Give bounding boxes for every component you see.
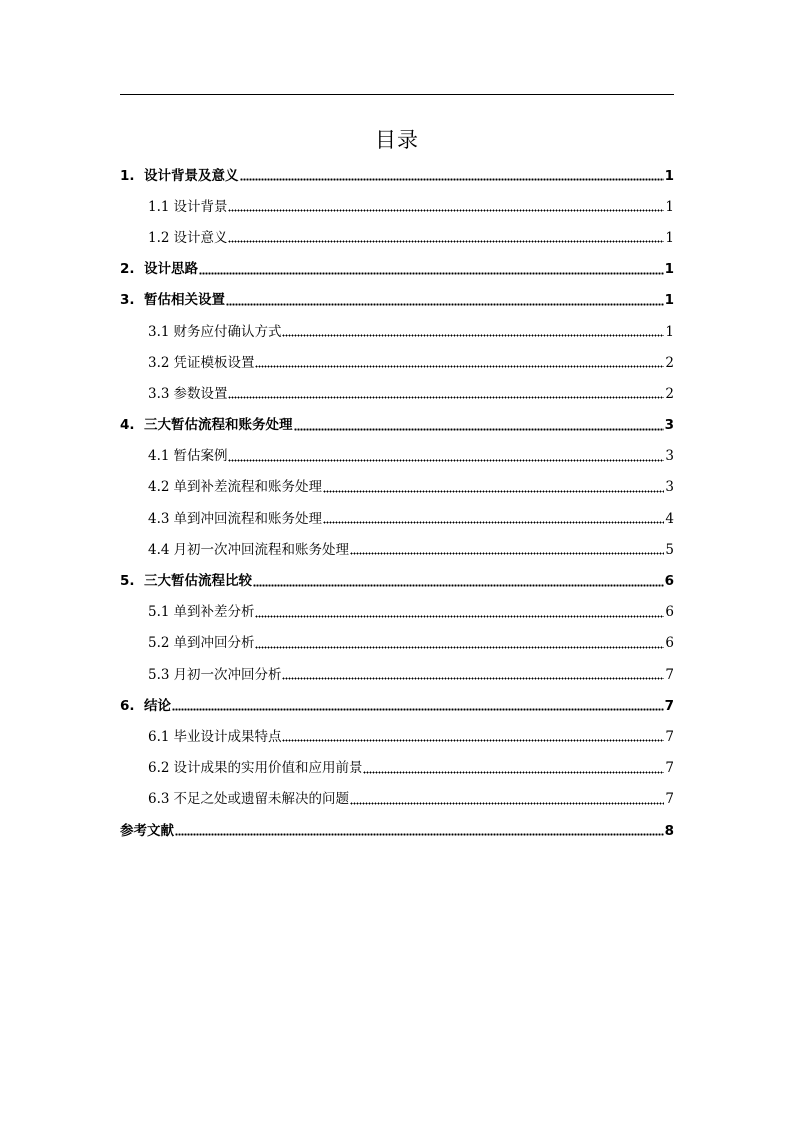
toc-page-number: 6 [665, 635, 674, 652]
toc-entry-number: 3.2 [148, 354, 170, 371]
toc-entry-number: 5.1 [148, 604, 170, 621]
toc-dot-leader [255, 645, 664, 649]
toc-dot-leader [255, 614, 664, 618]
toc-page-number: 7 [664, 697, 674, 714]
toc-dot-leader [228, 396, 664, 400]
toc-entry-label: 暂估相关设置 [144, 292, 225, 309]
toc-chapter-entry[interactable] [120, 815, 674, 846]
toc-entry-label: 三大暂估流程和账务处理 [144, 417, 293, 434]
toc-page-number: 6 [664, 573, 674, 590]
toc-page-number: 7 [665, 760, 674, 777]
toc-entry-number: 5. [120, 573, 135, 590]
toc-section-entry[interactable] [120, 191, 674, 222]
toc-entry-number: 5.2 [148, 635, 170, 652]
toc-dot-leader [226, 302, 664, 306]
toc-entry-number: 4. [120, 417, 135, 434]
toc-entry-number: 5.3 [148, 666, 170, 683]
toc-page-number: 3 [664, 417, 674, 434]
toc-entry-label: 单到补差分析 [173, 604, 255, 621]
toc-dot-leader [228, 209, 664, 213]
toc-page-number: 1 [665, 229, 674, 246]
toc-entry-label: 月初一次冲回流程和账务处理 [173, 541, 349, 558]
toc-page-number: 4 [665, 510, 674, 527]
toc-page-number: 3 [665, 479, 674, 496]
toc-entry-number: 6. [120, 697, 135, 714]
toc-page-number: 6 [665, 604, 674, 621]
toc-entry-label: 单到补差流程和账务处理 [173, 479, 322, 496]
toc-section-entry[interactable] [120, 503, 674, 534]
toc-entry-number: 6.2 [148, 760, 170, 777]
toc-page-number: 1 [664, 167, 674, 184]
toc-title: 目录 [375, 128, 419, 152]
toc-section-entry[interactable] [120, 316, 674, 347]
toc-section-entry[interactable] [120, 222, 674, 253]
toc-dot-leader [253, 583, 664, 587]
toc-section-entry[interactable] [120, 628, 674, 659]
toc-dot-leader [282, 739, 664, 743]
toc-section-entry[interactable] [120, 659, 674, 690]
toc-dot-leader [282, 334, 664, 338]
toc-entry-number: 4.3 [148, 510, 170, 527]
toc-section-entry[interactable] [120, 597, 674, 628]
toc-entry-label: 设计成果的实用价值和应用前景 [173, 760, 363, 777]
toc-entry-label: 设计意义 [173, 229, 228, 246]
toc-entry-number: 3.1 [148, 323, 170, 340]
toc-entry-label: 参数设置 [173, 385, 228, 402]
toc-entry-label: 结论 [144, 697, 171, 714]
toc-page-number: 7 [665, 728, 674, 745]
toc-entry-number: 4.4 [148, 541, 170, 558]
toc-entry-label: 凭证模板设置 [173, 354, 255, 371]
toc-entry-label: 设计思路 [144, 261, 198, 278]
toc-entry-number: 3.3 [148, 385, 170, 402]
toc-page-number: 8 [664, 822, 674, 839]
toc-dot-leader [350, 552, 664, 556]
toc-section-entry[interactable] [120, 347, 674, 378]
toc-dot-leader [323, 521, 664, 525]
toc-section-entry[interactable] [120, 378, 674, 409]
toc-entry-number: 1.1 [148, 198, 170, 215]
toc-entry-number: 4.2 [148, 479, 170, 496]
toc-section-entry[interactable] [120, 721, 674, 752]
toc-section-entry[interactable] [120, 472, 674, 503]
toc-page-number: 1 [664, 292, 674, 309]
toc-entry-label: 设计背景及意义 [144, 167, 239, 184]
toc-dot-leader [294, 427, 664, 431]
toc-dot-leader [255, 365, 664, 369]
table-of-contents [120, 160, 674, 846]
toc-dot-leader [350, 801, 664, 805]
toc-page-number: 3 [665, 448, 674, 465]
toc-entry-label: 不足之处或遗留未解决的问题 [173, 791, 349, 808]
toc-entry-number: 4.1 [148, 448, 170, 465]
toc-page-number: 2 [665, 354, 674, 371]
toc-page-number: 1 [664, 261, 674, 278]
toc-entry-number: 3. [120, 292, 135, 309]
toc-entry-label: 毕业设计成果特点 [173, 728, 282, 745]
toc-entry-label: 暂估案例 [173, 448, 228, 465]
toc-dot-leader [175, 833, 664, 837]
toc-section-entry[interactable] [120, 784, 674, 815]
toc-page-number: 1 [665, 323, 674, 340]
toc-entry-number: 6.3 [148, 791, 170, 808]
toc-dot-leader [228, 458, 664, 462]
toc-page-number: 5 [665, 541, 674, 558]
toc-dot-leader [240, 178, 664, 182]
toc-entry-number: 1. [120, 167, 135, 184]
toc-page-number: 7 [665, 791, 674, 808]
toc-chapter-entry[interactable] [120, 690, 674, 721]
toc-dot-leader [363, 770, 664, 774]
toc-entry-number: 1.2 [148, 229, 170, 246]
toc-page-number: 7 [665, 666, 674, 683]
toc-entry-label: 单到冲回分析 [173, 635, 255, 652]
toc-chapter-entry[interactable] [120, 285, 674, 316]
toc-entry-number: 2. [120, 261, 135, 278]
toc-chapter-entry[interactable] [120, 410, 674, 441]
toc-entry-label: 三大暂估流程比较 [144, 573, 252, 590]
toc-entry-label: 财务应付确认方式 [173, 323, 282, 340]
header-rule [120, 94, 674, 95]
toc-page-number: 2 [665, 385, 674, 402]
toc-entry-label: 参考文献 [120, 822, 174, 839]
toc-section-entry[interactable] [120, 441, 674, 472]
toc-page-number: 1 [665, 198, 674, 215]
toc-dot-leader [199, 271, 664, 275]
toc-chapter-entry[interactable] [120, 160, 674, 191]
toc-chapter-entry[interactable] [120, 565, 674, 596]
toc-section-entry[interactable] [120, 534, 674, 565]
toc-entry-label: 月初一次冲回分析 [173, 666, 282, 683]
toc-dot-leader [172, 708, 664, 712]
toc-dot-leader [323, 489, 664, 493]
toc-dot-leader [228, 240, 664, 244]
toc-entry-label: 单到冲回流程和账务处理 [173, 510, 322, 527]
toc-dot-leader [282, 677, 664, 681]
toc-entry-number: 6.1 [148, 728, 170, 745]
toc-entry-label: 设计背景 [173, 198, 228, 215]
toc-chapter-entry[interactable] [120, 254, 674, 285]
toc-section-entry[interactable] [120, 753, 674, 784]
